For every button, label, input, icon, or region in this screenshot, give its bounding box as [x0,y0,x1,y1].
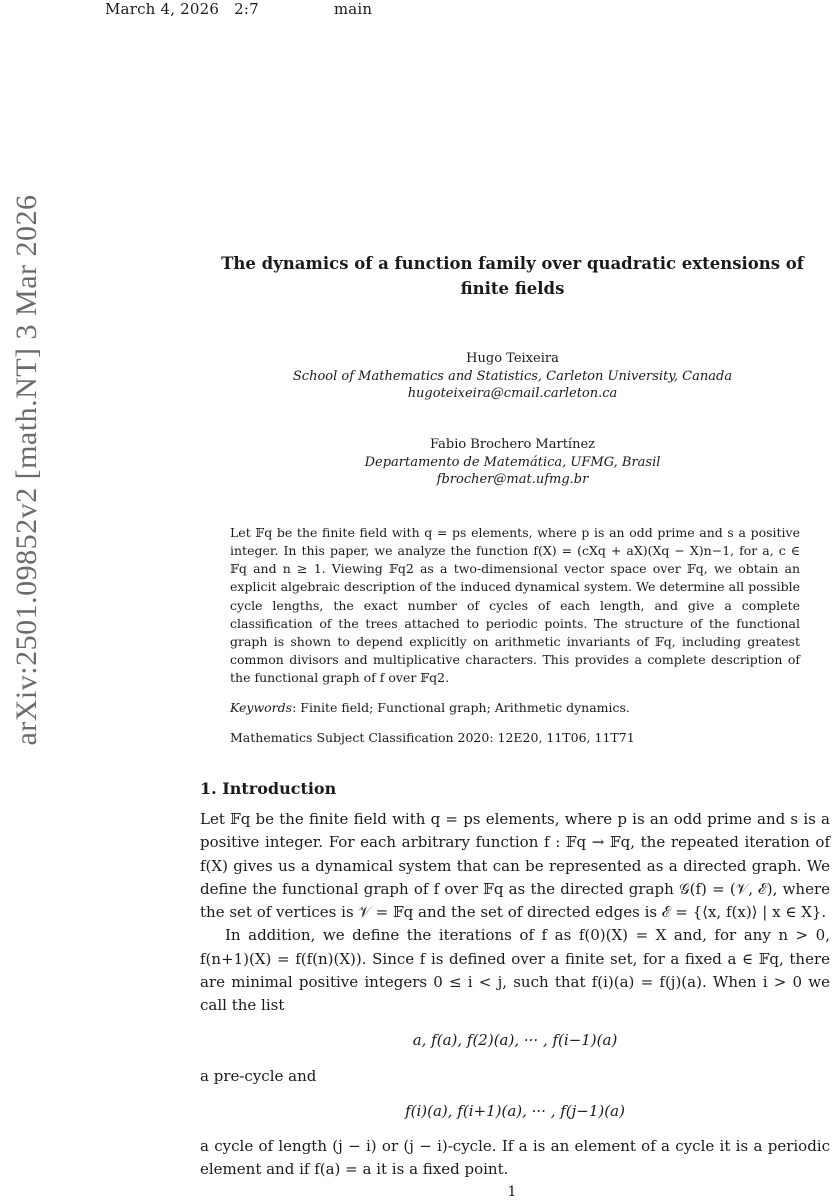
abstract [230,524,800,747]
author-block-2 [200,436,825,489]
keywords-label: Keywords [230,700,293,716]
section-heading: 1. Introduction [200,779,337,798]
paper-title: The dynamics of a function family over quadratic extensions of finite fields [221,254,804,298]
author-email[interactable]: hugoteixeira@cmail.carleton.ca [407,386,618,402]
equation-precycle: a, f(a), f(2)(a), ··· , f(i−1)(a) [412,1031,618,1050]
author-affiliation: Departamento de Matemática, UFMG, Brasil [364,454,661,470]
page-number: 1 [507,1184,517,1200]
msc-line: Mathematics Subject Classification 2020: 12E20, 11T06, 11T71 [230,730,635,746]
author-email[interactable]: fbrocher@mat.ufmg.br [436,472,589,488]
intro-body [200,808,830,1182]
abstract-text: Let 𝔽q be the finite field with q = ps elements, where p is an odd prime and s a positive integer. In this paper, we analyze the function f(X) = (cXq + aX)(Xq − X)n−1, for a, c ∈ 𝔽q and n ≥ 1. Viewing 𝔽q2 as a two-dimensional vector space over 𝔽q, we obtain an explicit algebraic description of the induced dynamical system. We determine all possible cycle lengths, the exact number of cycles of each length, and give a complete classification of the trees attached to periodic points. The structure of the functional graph is shown to depend explicitly on arithmetic invariants of 𝔽q, including greatest common divisors and multiplicative characters. This provides a complete description of the functional graph of f over 𝔽q2. [230,525,800,685]
intro-paragraph-3: a pre-cycle and [200,1066,317,1085]
header-time: 2:7 [234,0,259,18]
header-date: March 4, 2026 [105,0,220,18]
keywords: Keywords: Finite field; Functional graph; Arithmetic dynamics. [230,700,630,716]
running-header [105,0,382,18]
header-label: main [333,0,373,18]
author-name: Fabio Brochero Martínez [429,437,595,452]
arxiv-stamp: arXiv:2501.09852v2 [math.NT] 3 Mar 2026 [10,194,43,746]
intro-paragraph-4: a cycle of length (j − i) or (j − i)-cycle. If a is an element of a cycle it is a periodic element and if f(a) = a it is a fixed point. [200,1137,830,1179]
author-affiliation: School of Mathematics and Statistics, Carleton University, Canada [292,368,733,384]
author-name: Hugo Teixeira [466,351,559,366]
author-block-1 [200,350,825,403]
intro-paragraph-1: Let 𝔽q be the finite field with q = ps elements, where p is an odd prime and s is a positive integer. For each arbitrary function f : 𝔽q → 𝔽q, the repeated iteration of f(X) gives us a dynamical system that can be represented as a directed graph. We define the functional graph of f over 𝔽q as the directed graph 𝒢(f) = (𝒱, ℰ), where the set of vertices is 𝒱 = 𝔽q and the set of directed edges is ℰ = {⟨x, f(x)⟩ | x ∈ X}. [200,810,830,921]
equation-cycle: f(i)(a), f(i+1)(a), ··· , f(j−1)(a) [405,1101,625,1120]
intro-paragraph-2: In addition, we define the iterations of f as f(0)(X) = X and, for any n > 0, f(n+1)(X) = f(f(n)(X)). Since f is defined over a finite set, for a fixed a ∈ 𝔽q, there are minimal positive integers 0 ≤ i < j, such that f(i)(a) = f(j)(a). When i > 0 we call the list [200,926,830,1014]
